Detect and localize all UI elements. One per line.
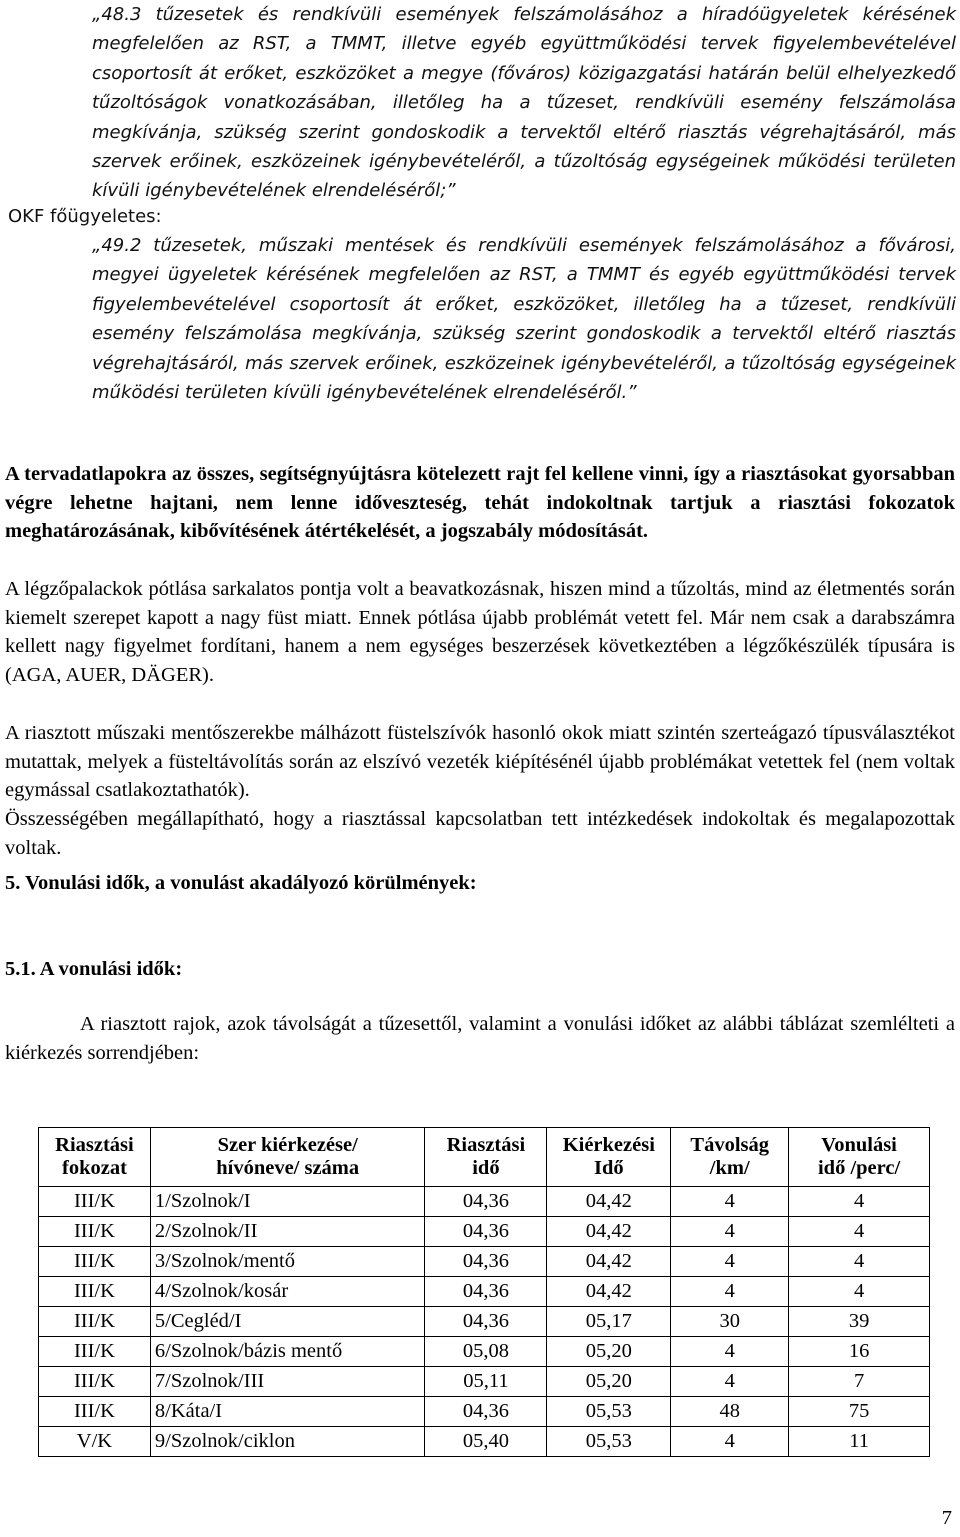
header-line: Riasztási [55, 1134, 134, 1156]
page-number: 7 [941, 1507, 952, 1529]
header-line: fokozat [62, 1157, 127, 1179]
cell-distance: 4 [671, 1247, 789, 1277]
header-line: hívóneve/ száma [216, 1157, 360, 1179]
header-line: Szer kiérkezése/ [217, 1134, 358, 1156]
paragraph-summary: Összességében megállapítható, hogy a riasztással kapcsolatban tett intézkedések indokoltak és megalapozottak voltak. [5, 808, 955, 859]
cell-response-time: 4 [789, 1277, 930, 1307]
cell-distance: 4 [671, 1187, 789, 1217]
cell-vehicle: 8/Káta/I [150, 1397, 425, 1427]
quote-49-2: „49.2 tűzesetek, műszaki mentések és rendkívüli események felszámolásához a fővárosi, megyei ügyeletek kérésének megfelelően az RST, a TMMT és egyéb együttműködési tervek figyelembevételével csoportosít át erőket, eszközöket, illetőleg ha a tűzeset, rendkívüli esemény felszámolása megkívánja, szükség szerint gondoskodik a tervektől eltérő riasztás végrehajtásáról, más szervek erőinek, eszközeinek igénybevételéről, a tűzoltóság egységeinek működési területen kívüli igénybevételének elrendeléséről.” [92, 235, 956, 404]
cell-vehicle: 9/Szolnok/ciklon [150, 1427, 425, 1457]
header-line: Kiérkezési [562, 1134, 655, 1156]
cell-alarm-time: 05,11 [425, 1367, 547, 1397]
header-line: Riasztási [446, 1134, 526, 1156]
okf-label: OKF főügyeletes: [8, 206, 162, 227]
cell-level: III/K [39, 1337, 151, 1367]
table-row [39, 1397, 930, 1427]
section-heading-5: 5. Vonulási idők, a vonulást akadályozó körülmények: [5, 872, 477, 894]
cell-arrival-time: 05,53 [547, 1397, 671, 1427]
cell-arrival-time: 04,42 [547, 1277, 671, 1307]
cell-distance: 4 [671, 1217, 789, 1247]
cell-vehicle: 2/Szolnok/II [150, 1217, 425, 1247]
cell-arrival-time: 04,42 [547, 1247, 671, 1277]
cell-alarm-time: 04,36 [425, 1217, 547, 1247]
bold-paragraph: A tervadatlapokra az összes, segítségnyújtásra kötelezett rajt fel kellene vinni, így a riasztásokat gyorsabban végre lehetne hajtani, nem lenne időveszteség, tehát indokoltnak tartjuk a riasztási fokozatok meghatározásának, kibővítésének átértékelését, a jogszabály módosítását. [5, 463, 955, 543]
response-times-table [38, 1127, 930, 1457]
cell-distance: 30 [671, 1307, 789, 1337]
cell-response-time: 11 [789, 1427, 930, 1457]
cell-response-time: 4 [789, 1217, 930, 1247]
cell-arrival-time: 05,20 [547, 1337, 671, 1367]
cell-response-time: 4 [789, 1187, 930, 1217]
cell-response-time: 16 [789, 1337, 930, 1367]
header-response-time [789, 1128, 930, 1187]
cell-alarm-time: 04,36 [425, 1247, 547, 1277]
cell-distance: 4 [671, 1337, 789, 1367]
cell-vehicle: 3/Szolnok/mentő [150, 1247, 425, 1277]
table-row [39, 1187, 930, 1217]
header-line: Idő [593, 1157, 624, 1179]
header-arrival-time [547, 1128, 671, 1187]
cell-alarm-time: 04,36 [425, 1307, 547, 1337]
quote-48-3: „48.3 tűzesetek és rendkívüli események felszámolásához a híradóügyeletek kérésének megfelelően az RST, a TMMT, illetve egyéb együttműködési tervek figyelembevételével csoportosít át erőket, eszközöket a megye (főváros) közigazgatási határán belül elhelyezkedő tűzoltóságok vonatkozásában, illetőleg ha a tűzeset, rendkívüli esemény felszámolása megkívánja, szükség szerint gondoskodik a tervektől eltérő riasztás végrehajtásáról, más szervek erőinek, eszközeinek igénybevételéről, a tűzoltóság egységeinek működési területen kívüli igénybevételének elrendeléséről;” [92, 4, 956, 202]
cell-distance: 4 [671, 1367, 789, 1397]
section-heading-5-1: 5.1. A vonulási idők: [5, 958, 183, 980]
table-intro: A riasztott rajok, azok távolságát a tűzesettől, valamint a vonulási időket az alábbi táblázat szemlélteti a kiérkezés sorrendjében: [5, 1013, 955, 1064]
table-row [39, 1277, 930, 1307]
cell-level: III/K [39, 1367, 151, 1397]
header-distance [671, 1128, 789, 1187]
table-row [39, 1247, 930, 1277]
header-vehicle [150, 1128, 425, 1187]
cell-arrival-time: 04,42 [547, 1217, 671, 1247]
cell-alarm-time: 05,08 [425, 1337, 547, 1367]
cell-level: III/K [39, 1397, 151, 1427]
cell-arrival-time: 05,53 [547, 1427, 671, 1457]
cell-vehicle: 5/Cegléd/I [150, 1307, 425, 1337]
cell-level: III/K [39, 1247, 151, 1277]
cell-vehicle: 1/Szolnok/I [150, 1187, 425, 1217]
table-row [39, 1307, 930, 1337]
cell-level: III/K [39, 1187, 151, 1217]
cell-alarm-time: 05,40 [425, 1427, 547, 1457]
table-row [39, 1367, 930, 1397]
header-line: idő /perc/ [817, 1157, 901, 1179]
cell-arrival-time: 05,20 [547, 1367, 671, 1397]
cell-arrival-time: 05,17 [547, 1307, 671, 1337]
cell-arrival-time: 04,42 [547, 1187, 671, 1217]
table-row [39, 1427, 930, 1457]
paragraph-smoke-extractors: A riasztott műszaki mentőszerekbe málházott füstelszívók hasonló okok miatt szintén szerteágazó típusválasztékot mutattak, melyek a füsteltávolítás során az elszívó vezeték kiépítésénél újabb problémákat vetettek fel (nem voltak egymással csatlakoztathatók). [5, 722, 955, 802]
cell-response-time: 4 [789, 1247, 930, 1277]
cell-alarm-time: 04,36 [425, 1277, 547, 1307]
cell-response-time: 75 [789, 1397, 930, 1427]
table-row [39, 1337, 930, 1367]
header-line: Távolság [690, 1134, 770, 1156]
header-line: /km/ [709, 1157, 750, 1179]
header-alarm-time [425, 1128, 547, 1187]
cell-distance: 48 [671, 1397, 789, 1427]
header-line: Vonulási [821, 1134, 897, 1156]
cell-vehicle: 7/Szolnok/III [150, 1367, 425, 1397]
header-line: idő [472, 1157, 500, 1179]
paragraph-breathing-cylinders: A légzőpalackok pótlása sarkalatos pontja volt a beavatkozásnak, hiszen mind a tűzoltás, mind az életmentés során kiemelt szerepet kapott a nagy füst miatt. Ennek pótlása újabb problémát vetett fel. Már nem csak a darabszámra kellett nagy figyelmet fordítani, hanem a nem egységes beszerzések következtében a légzőkészülék típusára is (AGA, AUER, DÄGER). [5, 578, 955, 687]
cell-distance: 4 [671, 1427, 789, 1457]
cell-response-time: 7 [789, 1367, 930, 1397]
cell-alarm-time: 04,36 [425, 1397, 547, 1427]
cell-response-time: 39 [789, 1307, 930, 1337]
table-row [39, 1217, 930, 1247]
cell-vehicle: 4/Szolnok/kosár [150, 1277, 425, 1307]
cell-level: III/K [39, 1277, 151, 1307]
table-header-row [39, 1128, 930, 1187]
header-alarm-level [39, 1128, 151, 1187]
cell-vehicle: 6/Szolnok/bázis mentő [150, 1337, 425, 1367]
cell-alarm-time: 04,36 [425, 1187, 547, 1217]
cell-level: III/K [39, 1217, 151, 1247]
cell-distance: 4 [671, 1277, 789, 1307]
cell-level: III/K [39, 1307, 151, 1337]
cell-level: V/K [39, 1427, 151, 1457]
